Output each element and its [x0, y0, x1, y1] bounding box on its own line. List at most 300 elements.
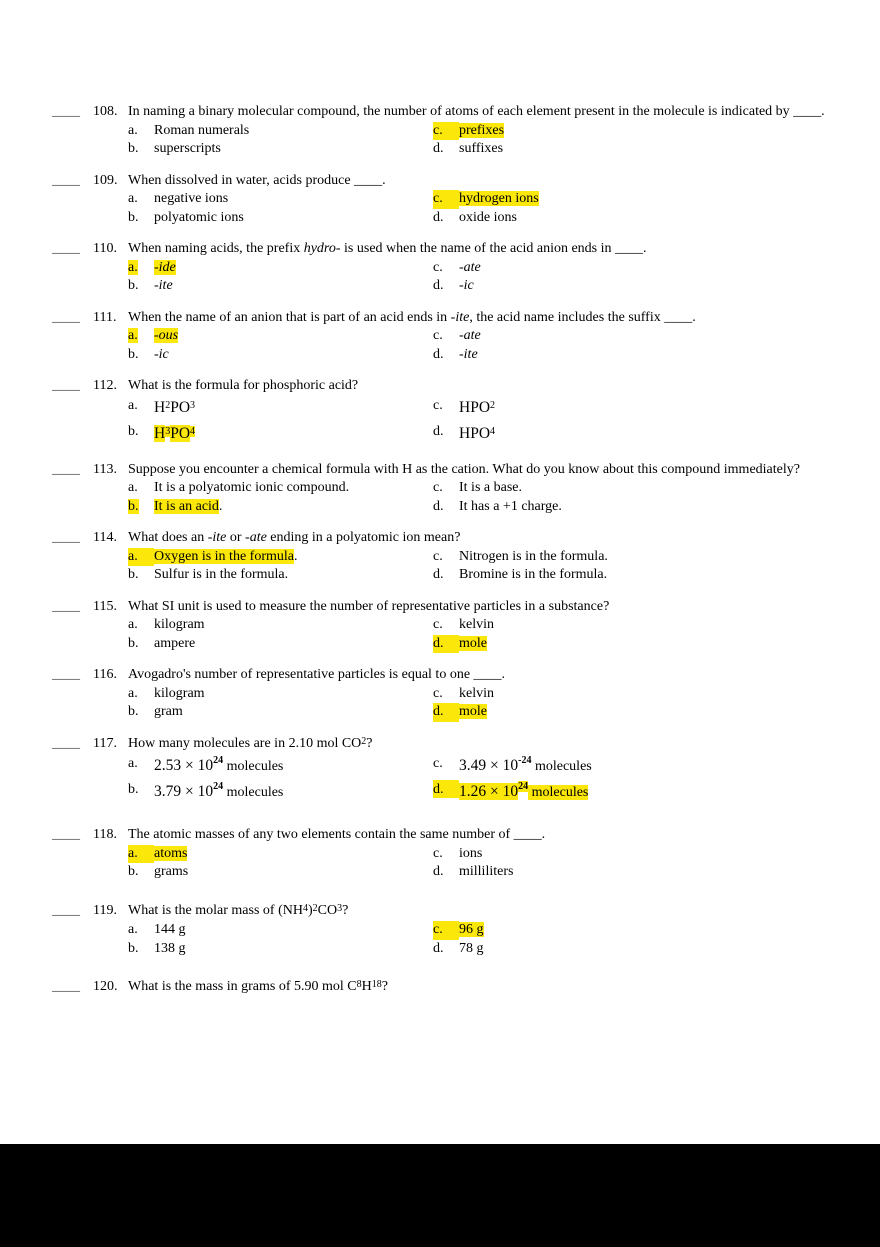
option-letter — [128, 422, 154, 440]
option-letter — [128, 940, 154, 959]
question-109 — [52, 172, 854, 228]
option-text — [154, 685, 433, 704]
option-letter-text: b. — [128, 278, 139, 293]
option-text — [459, 422, 828, 448]
option-letter — [128, 277, 154, 296]
text-segment: PO — [170, 398, 191, 416]
option-text — [459, 122, 828, 141]
question-body — [128, 172, 828, 228]
option-text — [154, 616, 433, 635]
text-segment: kelvin — [459, 617, 494, 632]
question-110 — [52, 240, 854, 296]
question-number: 111. — [93, 309, 117, 325]
text-segment: 4 — [302, 902, 308, 914]
option-b — [128, 209, 433, 228]
question-number: 112. — [93, 378, 117, 393]
text-segment: 24 — [213, 781, 224, 792]
text-segment: 3 — [165, 425, 171, 437]
option-b — [128, 346, 433, 365]
text-segment: -ate — [245, 530, 267, 545]
text-segment: What does an — [128, 530, 208, 545]
option-letter — [433, 190, 459, 209]
option-text — [459, 566, 828, 585]
text-segment: -ous — [154, 328, 179, 343]
question-body — [128, 461, 828, 517]
option-letter-text: c. — [433, 548, 443, 564]
option-d — [433, 209, 828, 228]
option-text — [154, 396, 433, 422]
option-c — [433, 616, 828, 635]
option-letter — [128, 685, 154, 704]
option-c — [433, 479, 828, 498]
option-d — [433, 635, 828, 654]
option-letter-text: a. — [128, 845, 138, 861]
question-number: 116. — [93, 667, 117, 682]
question-body — [128, 666, 828, 722]
option-letter-text: d. — [433, 782, 444, 797]
option-text — [154, 479, 433, 498]
option-a — [128, 845, 433, 864]
text-segment: mole — [459, 635, 487, 651]
text-segment: Nitrogen is in the formula. — [459, 548, 608, 564]
option-letter — [128, 190, 154, 209]
options-grid — [128, 921, 828, 958]
text-segment: 138 g — [154, 940, 186, 956]
option-text — [154, 703, 433, 722]
bottom-black-bar — [0, 1144, 880, 1247]
option-text — [154, 635, 433, 654]
option-letter — [128, 259, 154, 278]
text-segment: ? — [342, 902, 349, 918]
text-segment: -ic — [154, 346, 169, 362]
option-letter-text: b. — [128, 423, 139, 439]
question-stem — [128, 529, 828, 548]
text-segment: Bromine is in the formula. — [459, 567, 608, 582]
options-grid — [128, 259, 828, 296]
option-letter — [433, 845, 459, 864]
question-116 — [52, 666, 854, 722]
option-letter — [128, 122, 154, 141]
text-segment: Oxygen is in the formula — [154, 548, 294, 564]
question-stem — [128, 598, 828, 617]
answer-blank: ____ — [52, 902, 80, 918]
question-108 — [52, 103, 854, 159]
option-letter-text: d. — [433, 864, 444, 879]
option-letter-text: b. — [128, 782, 139, 797]
option-d — [433, 140, 828, 159]
option-c — [433, 259, 828, 278]
text-segment: How many molecules are in 2.10 mol CO — [128, 735, 362, 751]
answer-blank: ____ — [52, 309, 80, 325]
option-b — [128, 498, 433, 517]
option-letter — [433, 259, 459, 278]
option-letter-text: a. — [128, 397, 138, 413]
option-c — [433, 327, 828, 346]
text-segment: 3 — [190, 399, 196, 411]
text-segment: What is the formula for phosphoric acid? — [128, 378, 359, 393]
option-text — [459, 479, 828, 498]
option-letter-text: b. — [128, 346, 139, 362]
option-text — [459, 685, 828, 704]
option-text — [154, 780, 433, 806]
option-letter-text: a. — [128, 548, 138, 564]
option-text — [459, 754, 828, 780]
option-letter-text: b. — [128, 498, 139, 514]
question-number: 119. — [93, 902, 117, 918]
option-letter-text: b. — [128, 141, 139, 156]
option-text — [154, 122, 433, 141]
text-segment: 2 — [490, 399, 496, 411]
option-a — [128, 479, 433, 498]
answer-blank: ____ — [52, 461, 80, 477]
question-number: 115. — [93, 598, 117, 614]
text-segment: prefixes — [459, 122, 505, 138]
option-text — [154, 498, 433, 517]
text-segment: ending in a polyatomic ion mean? — [266, 530, 461, 545]
option-text — [459, 190, 828, 209]
text-segment: -ate — [459, 328, 481, 343]
option-letter — [433, 479, 459, 498]
text-segment: -ite — [154, 278, 173, 293]
text-segment: 4 — [190, 425, 196, 437]
option-letter-text: c. — [433, 259, 443, 275]
options-grid — [128, 327, 828, 364]
option-letter-text: d. — [433, 635, 444, 651]
option-letter — [433, 780, 459, 798]
text-segment: When naming acids, the prefix — [128, 241, 304, 256]
option-text — [459, 863, 828, 882]
option-letter — [433, 754, 459, 772]
option-letter-text: d. — [433, 940, 444, 956]
option-letter-text: c. — [433, 617, 443, 632]
text-segment: Avogadro's number of representative particles is equal to one ____. — [128, 667, 506, 682]
option-b — [128, 940, 433, 959]
option-a — [128, 396, 433, 422]
option-letter — [128, 140, 154, 159]
text-segment: It is a polyatomic ionic compound. — [154, 480, 350, 495]
option-letter-text: c. — [433, 480, 443, 495]
text-segment: . — [293, 548, 298, 564]
question-number: 108. — [93, 104, 118, 119]
options-grid — [128, 479, 828, 516]
text-segment: -ic — [459, 278, 474, 293]
text-segment: ions — [459, 845, 483, 861]
option-text — [459, 346, 828, 365]
question-stem — [128, 240, 828, 259]
text-segment: kilogram — [154, 617, 205, 632]
text-segment: kelvin — [459, 685, 494, 701]
option-b — [128, 140, 433, 159]
option-letter-text: c. — [433, 191, 443, 206]
option-letter — [128, 566, 154, 585]
question-115 — [52, 598, 854, 654]
option-d — [433, 346, 828, 365]
answer-blank: ____ — [52, 735, 80, 751]
option-letter — [128, 754, 154, 772]
option-letter-text: d. — [433, 704, 444, 719]
text-segment: . — [218, 498, 223, 514]
option-letter-text: c. — [433, 845, 443, 861]
question-number: 120. — [93, 979, 118, 994]
text-segment: 18 — [371, 979, 382, 990]
options-grid — [128, 845, 828, 882]
question-117 — [52, 735, 854, 807]
option-letter — [433, 327, 459, 346]
option-c — [433, 921, 828, 940]
text-segment: molecules — [223, 759, 284, 774]
text-segment: It is an acid — [154, 498, 219, 514]
option-d — [433, 566, 828, 585]
option-letter-text: a. — [128, 328, 138, 343]
answer-blank: ____ — [52, 827, 80, 842]
option-letter — [433, 703, 459, 722]
option-letter — [433, 277, 459, 296]
text-segment: H — [154, 398, 166, 416]
option-text — [154, 921, 433, 940]
option-letter-text: d. — [433, 346, 444, 362]
question-list — [52, 103, 854, 1011]
question-number: 110. — [93, 241, 117, 256]
option-text — [154, 327, 433, 346]
option-text — [154, 277, 433, 296]
option-letter — [433, 140, 459, 159]
text-segment: 3.79 × 10 — [154, 783, 214, 800]
question-body — [128, 103, 828, 159]
text-segment: mole — [459, 704, 487, 719]
text-segment: PO — [170, 424, 191, 442]
option-letter-text: c. — [433, 328, 443, 343]
question-number: 109. — [93, 172, 118, 188]
option-letter-text: b. — [128, 567, 139, 582]
option-letter — [433, 122, 459, 141]
option-letter — [433, 616, 459, 635]
option-a — [128, 921, 433, 940]
option-d — [433, 498, 828, 517]
text-segment: It is a base. — [459, 480, 522, 495]
answer-blank: ____ — [52, 530, 80, 545]
text-segment: molecules — [528, 785, 589, 800]
question-body — [128, 735, 828, 807]
option-letter-text: a. — [128, 259, 138, 275]
option-letter-text: c. — [433, 397, 443, 413]
option-a — [128, 754, 433, 780]
option-a — [128, 548, 433, 567]
text-segment: ampere — [154, 635, 196, 651]
option-letter — [128, 548, 154, 567]
text-segment: -ite — [207, 530, 227, 545]
text-segment: 8 — [356, 979, 362, 990]
options-grid — [128, 396, 828, 448]
text-segment: negative ions — [154, 191, 229, 206]
text-segment: -ide — [154, 259, 176, 275]
question-body — [128, 529, 828, 585]
question-stem — [128, 172, 828, 191]
option-letter — [433, 209, 459, 228]
option-text — [459, 396, 828, 422]
options-grid — [128, 754, 828, 806]
text-segment: 2 — [165, 399, 171, 411]
option-text — [459, 635, 828, 654]
text-segment: 144 g — [154, 922, 186, 937]
option-text — [154, 566, 433, 585]
option-b — [128, 566, 433, 585]
option-letter — [128, 327, 154, 346]
option-letter-text: c. — [433, 922, 443, 937]
question-113 — [52, 461, 854, 517]
option-text — [459, 327, 828, 346]
question-stem — [128, 666, 828, 685]
question-stem — [128, 103, 828, 122]
text-segment: 2.53 × 10 — [154, 757, 214, 774]
option-d — [433, 703, 828, 722]
option-letter-text: d. — [433, 423, 444, 439]
option-c — [433, 548, 828, 567]
option-letter — [128, 703, 154, 722]
option-letter — [128, 498, 154, 517]
option-text — [459, 277, 828, 296]
option-text — [459, 940, 828, 959]
option-letter — [433, 548, 459, 567]
option-text — [459, 548, 828, 567]
option-letter — [433, 396, 459, 414]
options-grid — [128, 685, 828, 722]
option-letter-text: d. — [433, 278, 444, 293]
question-body — [128, 902, 828, 959]
option-d — [433, 422, 828, 448]
text-segment: 24 — [213, 755, 224, 766]
text-segment: 4 — [490, 425, 496, 437]
option-letter-text: b. — [128, 209, 139, 225]
option-letter-text: d. — [433, 209, 444, 225]
text-segment: -ite — [450, 309, 470, 325]
answer-blank: ____ — [52, 378, 80, 393]
text-segment: H — [361, 979, 372, 994]
option-a — [128, 259, 433, 278]
text-segment: When dissolved in water, acids produce ____. — [128, 172, 386, 188]
text-segment: Roman numerals — [154, 122, 250, 138]
question-stem — [128, 902, 828, 922]
question-number: 113. — [93, 461, 117, 477]
text-segment: kilogram — [154, 685, 205, 701]
option-letter — [128, 616, 154, 635]
text-segment: milliliters — [459, 864, 514, 879]
option-b — [128, 703, 433, 722]
option-text — [154, 845, 433, 864]
question-body — [128, 826, 828, 882]
option-a — [128, 190, 433, 209]
answer-blank: ____ — [52, 598, 80, 614]
options-grid — [128, 616, 828, 653]
option-letter-text: b. — [128, 704, 139, 719]
question-stem — [128, 978, 828, 998]
option-letter — [128, 209, 154, 228]
question-body — [128, 309, 828, 365]
question-stem — [128, 309, 828, 328]
option-letter-text: b. — [128, 864, 139, 879]
text-segment: 96 g — [459, 922, 484, 937]
question-body — [128, 978, 828, 998]
option-d — [433, 780, 828, 806]
option-text — [459, 209, 828, 228]
text-segment: 2 — [312, 902, 318, 914]
option-letter — [128, 845, 154, 864]
question-number: 114. — [93, 530, 117, 545]
option-letter-text: a. — [128, 617, 138, 632]
text-segment: What is the molar mass of (NH — [128, 902, 303, 918]
option-text — [154, 346, 433, 365]
option-letter-text: a. — [128, 122, 138, 138]
option-a — [128, 616, 433, 635]
option-a — [128, 685, 433, 704]
text-segment: polyatomic ions — [154, 209, 244, 225]
text-segment: 1.26 × 10 — [459, 783, 519, 800]
option-letter — [433, 566, 459, 585]
option-text — [459, 498, 828, 517]
option-c — [433, 845, 828, 864]
answer-blank: ____ — [52, 241, 80, 256]
option-text — [154, 863, 433, 882]
text-segment: suffixes — [459, 141, 504, 156]
text-segment: , the acid name includes the suffix ____. — [469, 309, 696, 325]
option-letter-text: a. — [128, 685, 138, 701]
option-text — [154, 754, 433, 780]
text-segment: What is the mass in grams of 5.90 mol C — [128, 979, 357, 994]
option-letter-text: d. — [433, 141, 444, 156]
option-text — [154, 190, 433, 209]
option-letter — [433, 346, 459, 365]
option-b — [128, 422, 433, 448]
option-letter-text: b. — [128, 940, 139, 956]
option-letter-text: c. — [433, 685, 443, 701]
option-c — [433, 685, 828, 704]
option-letter-text: a. — [128, 480, 138, 495]
text-segment: CO — [317, 902, 338, 918]
text-segment: -ite — [459, 346, 478, 362]
option-letter-text: b. — [128, 635, 139, 651]
option-letter-text: c. — [433, 756, 443, 771]
question-number: 118. — [93, 827, 117, 842]
question-stem — [128, 461, 828, 480]
text-segment: In naming a binary molecular compound, the number of atoms of each element present in the molecule is indicated by ____. — [128, 104, 825, 119]
question-111 — [52, 309, 854, 365]
option-b — [128, 863, 433, 882]
text-segment: grams — [154, 864, 189, 879]
text-segment: hydrogen ions — [459, 191, 539, 206]
text-segment: oxide ions — [459, 209, 517, 225]
option-letter — [433, 498, 459, 517]
text-segment: It has a +1 charge. — [459, 498, 562, 514]
question-119 — [52, 902, 854, 959]
option-text — [154, 548, 433, 567]
option-a — [128, 327, 433, 346]
option-letter-text: a. — [128, 756, 138, 771]
option-text — [154, 422, 433, 448]
text-segment: 3.49 × 10 — [459, 757, 519, 774]
text-segment: Sulfur is in the formula. — [154, 567, 289, 582]
text-segment: When the name of an anion that is part of an acid ends in — [128, 309, 451, 325]
option-letter — [433, 422, 459, 440]
option-letter — [128, 863, 154, 882]
option-text — [459, 921, 828, 940]
option-text — [154, 940, 433, 959]
text-segment: -24 — [518, 755, 532, 766]
text-segment: gram — [154, 704, 183, 719]
option-c — [433, 396, 828, 422]
answer-blank: ____ — [52, 979, 80, 994]
text-segment: atoms — [154, 845, 188, 861]
option-text — [459, 845, 828, 864]
question-120 — [52, 978, 854, 998]
